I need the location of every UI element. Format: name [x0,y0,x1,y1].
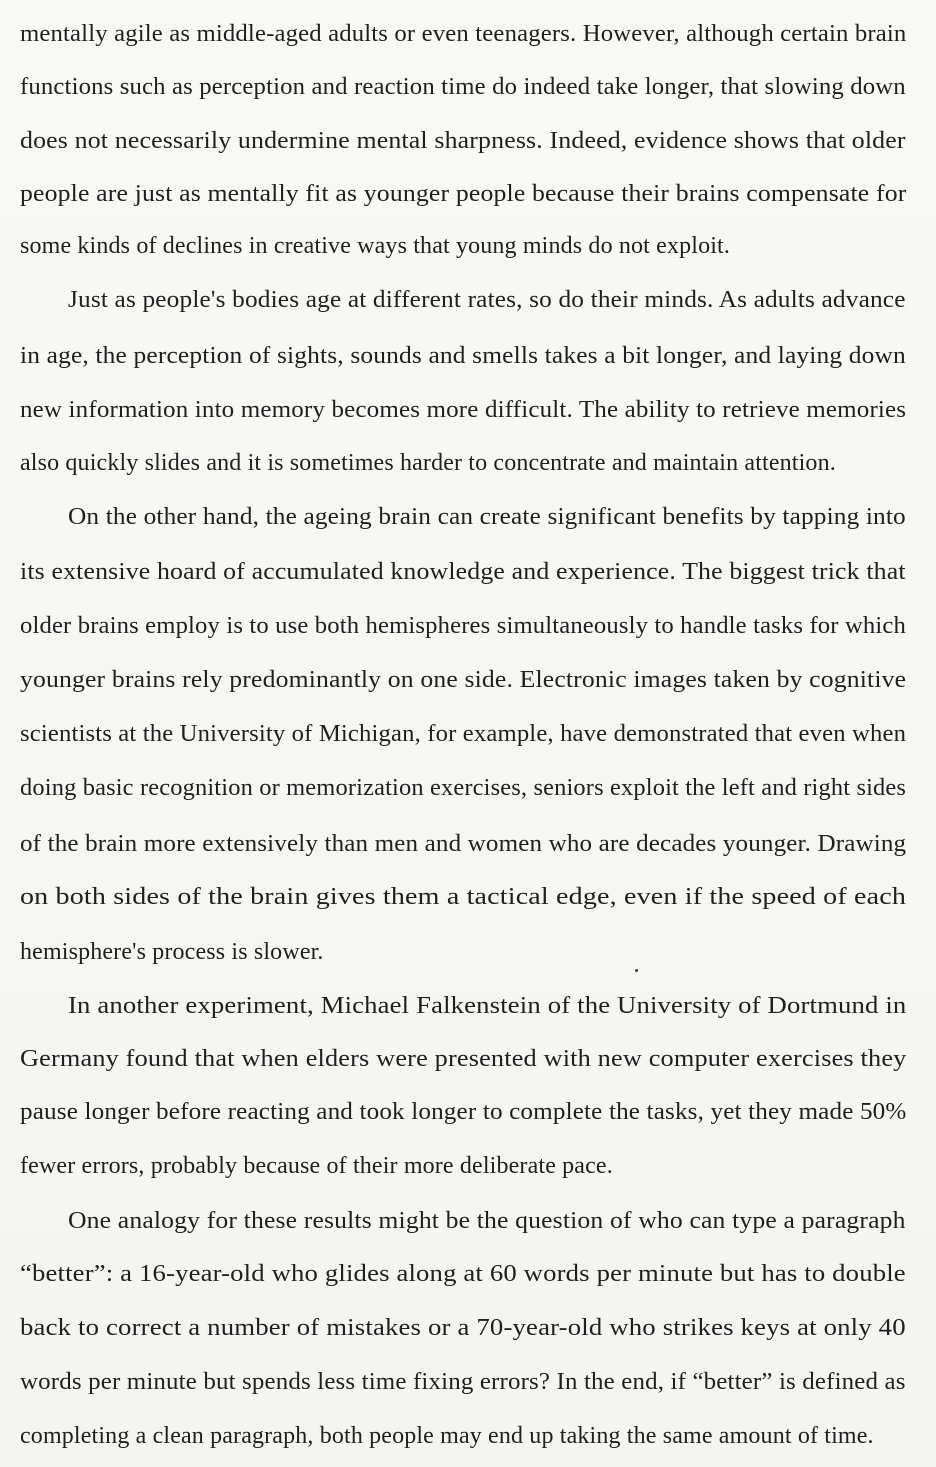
text-line: doing basic recognition or memorization exercises, seniors exploit the left and right sides [20,775,907,801]
text-line: older brains employ is to use both hemispheres simultaneously to handle tasks for which [20,613,906,639]
text-line: of the brain more extensively than men and women who are decades younger. Drawing [20,831,907,857]
text-line: people are just as mentally fit as younger people because their brains compensate for [20,181,907,207]
text-line: functions such as perception and reaction time do indeed take longer, that slowing down [20,74,906,100]
text-line: in age, the perception of sights, sounds and smells takes a bit longer, and laying down [20,343,906,369]
text-line: scientists at the University of Michigan, for example, have demonstrated that even when [20,721,907,747]
text-line: completing a clean paragraph, both people may end up taking the same amount of time. [20,1423,874,1449]
text-line: In another experiment, Michael Falkenstein of the University of Dortmund in [68,993,907,1019]
text-line: On the other hand, the ageing brain can create significant benefits by tapping into [68,504,906,530]
text-line: pause longer before reacting and took longer to complete the tasks, yet they made 50% [20,1099,907,1125]
text-line: Just as people's bodies age at different rates, so do their minds. As adults advance [68,287,906,313]
text-line: “better”: a 16-year-old who glides along at 60 words per minute but has to double [20,1261,906,1287]
text-line: hemisphere's process is slower. [20,939,324,965]
text-line: also quickly slides and it is sometimes harder to concentrate and maintain attention. [20,450,836,476]
text-line: on both sides of the brain gives them a tactical edge, even if the speed of each [20,884,907,910]
text-line: One analogy for these results might be the question of who can type a paragraph [68,1208,906,1234]
text-line: does not necessarily undermine mental sharpness. Indeed, evidence shows that older [20,128,906,154]
text-line: some kinds of declines in creative ways that young minds do not exploit. [20,233,731,259]
text-line: Germany found that when elders were presented with new computer exercises they [20,1046,907,1072]
text-line: younger brains rely predominantly on one side. Electronic images taken by cognitive [20,667,907,693]
text-line: words per minute but spends less time fixing errors? In the end, if “better” is defined as [20,1369,906,1395]
text-line: mentally agile as middle-aged adults or even teenagers. However, although certain brain [20,21,907,47]
speck-mark [635,969,638,972]
text-line: fewer errors, probably because of their more deliberate pace. [20,1153,613,1179]
text-line: its extensive hoard of accumulated knowledge and experience. The biggest trick that [20,559,906,585]
text-line: new information into memory becomes more difficult. The ability to retrieve memories [20,397,907,423]
text-line: back to correct a number of mistakes or a 70-year-old who strikes keys at only 40 [20,1315,906,1341]
